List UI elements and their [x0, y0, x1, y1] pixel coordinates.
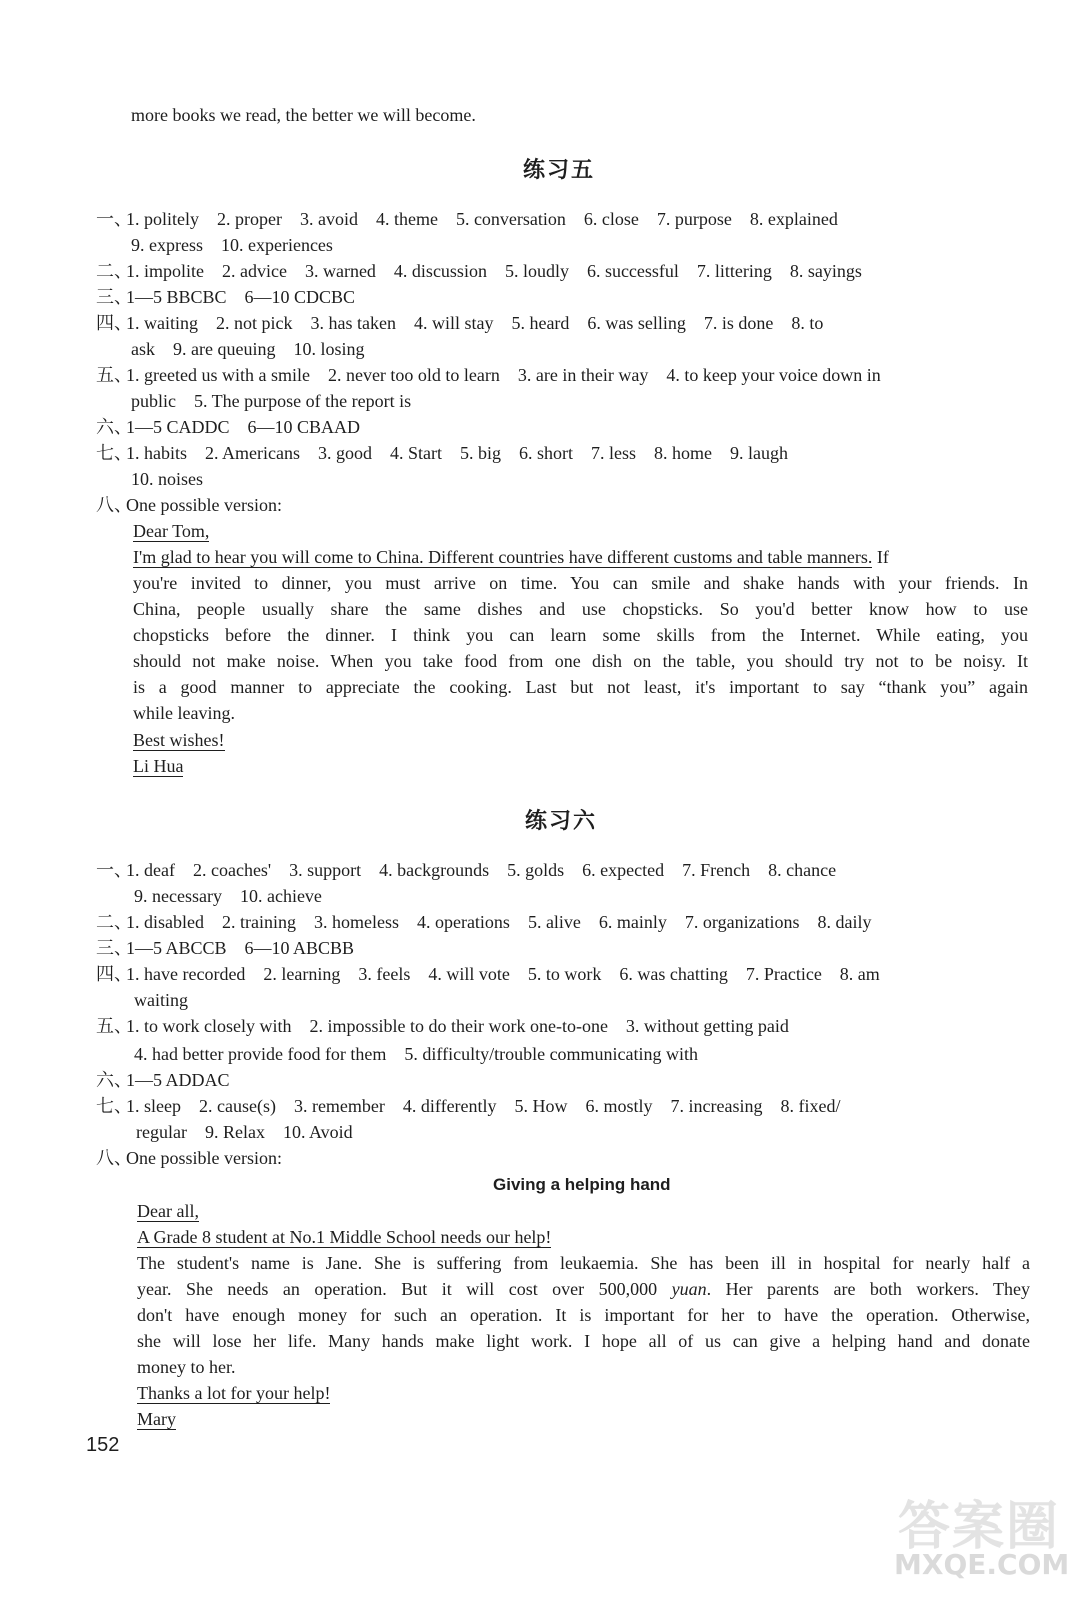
- s6-q5-mark: 五、: [96, 1016, 132, 1036]
- s5-q4-mark: 四、: [96, 313, 132, 333]
- s6-q1-text: 1. deaf 2. coaches' 3. support 4. backgrounds 5. golds 6. expected 7. French 8. chance: [126, 860, 837, 880]
- s6-q7-mark: 七、: [96, 1096, 132, 1116]
- s5-q6: [96, 414, 360, 440]
- s5-q8: [96, 492, 282, 518]
- s5-q3: [96, 284, 355, 310]
- s5-q3-mark: 三、: [96, 287, 132, 307]
- s6-letter-heading: Giving a helping hand: [493, 1175, 671, 1194]
- s6-letter-closing: Thanks a lot for your help!: [137, 1383, 331, 1403]
- s6-q7-line2: regular 9. Relax 10. Avoid: [136, 1122, 353, 1142]
- s5-letter-line3: China, people usually share the same dishes and use chopsticks. So you'd better know how to use: [133, 599, 1028, 619]
- intro-line: more books we read, the better we will become.: [131, 105, 476, 125]
- yuan-italic: yuan: [671, 1279, 707, 1299]
- s5-letter-line5: should not make noise. When you take food from one dish on the table, you should try not to be noisy. It: [133, 651, 1028, 671]
- s6-q4-mark: 四、: [96, 964, 132, 984]
- s5-q5-mark: 五、: [96, 365, 132, 385]
- s5-q5-line1: [96, 362, 881, 388]
- s6-q1-line2: 9. necessary 10. achieve: [134, 886, 322, 906]
- s6-q6: [96, 1067, 230, 1093]
- s5-q1-text: 1. politely 2. proper 3. avoid 4. theme 5. conversation 6. close 7. purpose 8. explained: [126, 209, 838, 229]
- watermark-logo-cn: 答案圈: [898, 1497, 1061, 1557]
- s5-q7-text: 1. habits 2. Americans 3. good 4. Start 5. big 6. short 7. less 8. home 9. laugh: [126, 443, 788, 463]
- s6-q3-text: 1—5 ABCCB 6—10 ABCBB: [126, 938, 355, 958]
- page-number: 152: [86, 1434, 120, 1456]
- s6-q2-text: 1. disabled 2. training 3. homeless 4. operations 5. alive 6. mainly 7. organizations 8. daily: [126, 912, 872, 932]
- s6-q6-mark: 六、: [96, 1070, 132, 1090]
- s6-q4-line1: [96, 961, 880, 987]
- s5-letter-topic-sentence: I'm glad to hear you will come to China. Different countries have different customs and table manners.: [133, 547, 873, 567]
- s5-q1-line1: [96, 206, 838, 232]
- s6-q7-line1: [96, 1093, 841, 1119]
- s6-letter-greeting: Dear all,: [137, 1201, 199, 1221]
- s6-letter-signature: Mary: [137, 1409, 176, 1429]
- s5-q5-line2: public 5. The purpose of the report is: [131, 391, 412, 411]
- s5-q2: [96, 258, 862, 284]
- s6-q7-text: 1. sleep 2. cause(s) 3. remember 4. differently 5. How 6. mostly 7. increasing 8. fixed/: [126, 1096, 841, 1116]
- s6-q8-text: One possible version:: [126, 1148, 282, 1168]
- s5-letter-line4: chopsticks before the dinner. I think you can learn some skills from the Internet. While eating, you: [133, 625, 1028, 645]
- s5-letter-greeting: Dear Tom,: [133, 521, 210, 541]
- s6-q3-mark: 三、: [96, 938, 132, 958]
- s6-letter-line0: [137, 1224, 551, 1250]
- section-title-5: 练习五: [523, 158, 596, 183]
- s6-letter-line5: money to her.: [137, 1357, 236, 1377]
- s5-q2-mark: 二、: [96, 261, 132, 281]
- section-title-6: 练习六: [525, 809, 598, 834]
- s5-q4-line1: [96, 310, 823, 336]
- s5-q6-mark: 六、: [96, 417, 132, 437]
- s5-letter-closing: Best wishes!: [133, 730, 225, 750]
- s6-q6-text: 1—5 ADDAC: [126, 1070, 230, 1090]
- s6-q3: [96, 935, 354, 961]
- s5-q8-text: One possible version:: [126, 495, 282, 515]
- s6-q5-line2: 4. had better provide food for them 5. difficulty/trouble communicating with: [134, 1044, 699, 1064]
- s6-q1-line1: [96, 857, 836, 883]
- s5-letter-line2: you're invited to dinner, you must arrive on time. You can smile and shake hands with your friends. In: [133, 573, 1028, 593]
- s5-letter-line7: while leaving.: [133, 703, 235, 723]
- s5-q4-text: 1. waiting 2. not pick 3. has taken 4. will stay 5. heard 6. was selling 7. is done 8. to: [126, 313, 824, 333]
- watermark-logo-en: MXQE.COM: [894, 1548, 1070, 1581]
- s6-q8: [96, 1145, 282, 1171]
- s5-q7-line1: [96, 440, 788, 466]
- s5-q1-mark: 一、: [96, 209, 132, 229]
- s6-letter-line4: she will lose her life. Many hands make light work. I hope all of us can give a helping hand and donate: [137, 1331, 1030, 1351]
- s5-q6-text: 1—5 CADDC 6—10 CBAAD: [126, 417, 361, 437]
- s6-q5-line1: [96, 1013, 789, 1039]
- s6-q4-line2: waiting: [134, 990, 188, 1010]
- s5-q8-mark: 八、: [96, 495, 132, 515]
- s6-letter-line1: The student's name is Jane. She is suffering from leukaemia. She has been ill in hospital for nearly half a: [137, 1253, 1030, 1273]
- s6-letter-topic-sentence: A Grade 8 student at No.1 Middle School needs our help!: [137, 1227, 552, 1247]
- s5-q4-line2: ask 9. are queuing 10. losing: [131, 339, 365, 359]
- s6-letter-line3: don't have enough money for such an operation. It is important for her to have the operation. Otherwise,: [137, 1305, 1030, 1325]
- s6-q1-mark: 一、: [96, 860, 132, 880]
- s6-q2: [96, 909, 872, 935]
- s6-q8-mark: 八、: [96, 1148, 132, 1168]
- s5-q7-line2: 10. noises: [131, 469, 203, 489]
- s5-letter-signature: Li Hua: [133, 756, 184, 776]
- s5-letter-line1: I'm glad to hear you will come to China. Different countries have different customs and table manners. If: [133, 547, 889, 567]
- s6-q2-mark: 二、: [96, 912, 132, 932]
- s5-q1-line2: 9. express 10. experiences: [131, 235, 333, 255]
- s5-q5-text: 1. greeted us with a smile 2. never too old to learn 3. are in their way 4. to keep your voice down in: [126, 365, 881, 385]
- s5-q3-text: 1—5 BBCBC 6—10 CDCBC: [126, 287, 356, 307]
- s5-q2-text: 1. impolite 2. advice 3. warned 4. discussion 5. loudly 6. successful 7. littering 8. sayings: [126, 261, 862, 281]
- s6-letter-line2: year. She needs an operation. But it will cost over 500,000 yuan. Her parents are both workers. They: [137, 1279, 1030, 1299]
- s5-letter-line6: is a good manner to appreciate the cooking. Last but not least, it's important to say “thank you” again: [133, 677, 1028, 697]
- s6-q4-text: 1. have recorded 2. learning 3. feels 4. will vote 5. to work 6. was chatting 7. Practice 8. am: [126, 964, 880, 984]
- s5-q7-mark: 七、: [96, 443, 132, 463]
- s6-q5-text: 1. to work closely with 2. impossible to do their work one-to-one 3. without getting paid: [126, 1016, 789, 1036]
